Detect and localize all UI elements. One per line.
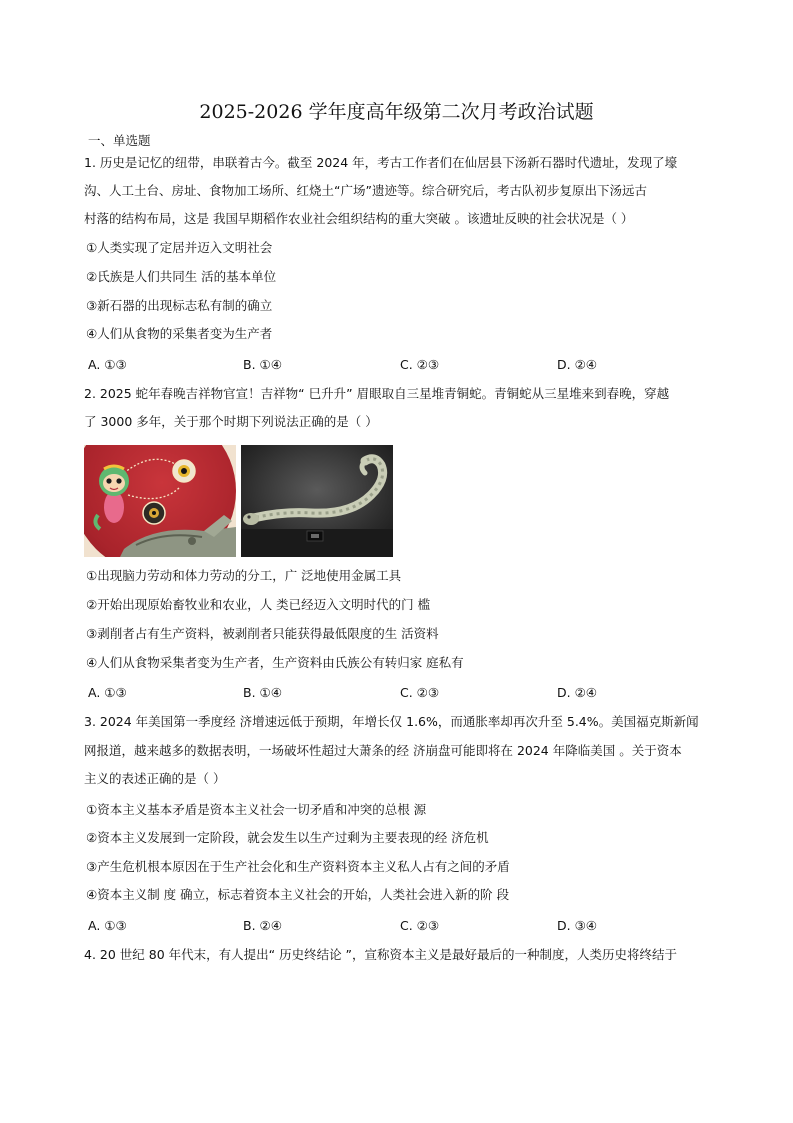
question-text-line: 网报道，越来越多的数据表明，一场破坏性超过大萧条的经 济崩盘可能即将在 2024 年降临美国 。关于资本 <box>84 743 682 758</box>
statement: ③新石器的出现标志私有制的确立 <box>86 298 273 313</box>
option-d[interactable]: D. ②④ <box>557 685 597 700</box>
option-a[interactable]: A. ①③ <box>88 357 127 372</box>
snake-mascot-image <box>84 445 236 557</box>
statement: ③剥削者占有生产资料，被剥削者只能获得最低限度的生 活资料 <box>86 626 439 641</box>
option-d[interactable]: D. ③④ <box>557 918 597 933</box>
statement: ②开始出现原始畜牧业和农业，人 类已经迈入文明时代的门 槛 <box>86 597 431 612</box>
statement: ②资本主义发展到一定阶段，就会发生以生产过剩为主要表现的经 济危机 <box>86 830 489 845</box>
statement: ④人们从食物的采集者变为生产者 <box>86 326 273 341</box>
statement: ④人们从食物采集者变为生产者，生产资料由氏族公有转归家 庭私有 <box>86 655 464 670</box>
statement: ①人类实现了定居并迈入文明社会 <box>86 240 273 255</box>
page-title: 2025-2026 学年度高年级第二次月考政治试题 <box>199 101 594 123</box>
option-b[interactable]: B. ①④ <box>243 357 282 372</box>
question-text-line: 主义的表述正确的是（ ） <box>84 771 226 786</box>
statement: ②氏族是人们共同生 活的基本单位 <box>86 269 277 284</box>
question-text-line: 村落的结构布局，这是 我国早期稻作农业社会组织结构的重大突破 。该遗址反映的社会状况是（ ） <box>84 211 634 226</box>
option-c[interactable]: C. ②③ <box>400 357 440 372</box>
question-text-line: 3. 2024 年美国第一季度经 济增速远低于预期，年增长仅 1.6%，而通胀率却再次升至 5.4%。美国福克斯新闻 <box>84 714 699 729</box>
option-a[interactable]: A. ①③ <box>88 918 127 933</box>
option-c[interactable]: C. ②③ <box>400 685 440 700</box>
statement: ③产生危机根本原因在于生产社会化和生产资料资本主义私人占有之间的矛盾 <box>86 859 510 874</box>
option-b[interactable]: B. ②④ <box>243 918 282 933</box>
section-heading: 一、单选题 <box>88 133 151 148</box>
question-text-line: 1. 历史是记忆的纽带，串联着古今。截至 2024 年，考古工作者们在仙居县下汤新石器时代遗址，发现了壕 <box>84 155 678 170</box>
question-text-line: 4. 20 世纪 80 年代末，有人提出“ 历史终结论 ”，宣称资本主义是最好最后的一种制度，人类历史将终结于 <box>84 947 678 962</box>
statement: ④资本主义制 度 确立，标志着资本主义社会的开始，人类社会进入新的阶 段 <box>86 887 510 902</box>
question-text-line: 了 3000 多年，关于那个时期下列说法正确的是（ ） <box>84 414 378 429</box>
option-a[interactable]: A. ①③ <box>88 685 127 700</box>
option-b[interactable]: B. ①④ <box>243 685 282 700</box>
statement: ①出现脑力劳动和体力劳动的分工，广 泛地使用金属工具 <box>86 568 402 583</box>
question-text-line: 2. 2025 蛇年春晚吉祥物官宣！吉祥物“ 巳升升” 眉眼取自三星堆青铜蛇。青铜蛇从三星堆来到春晚，穿越 <box>84 386 670 401</box>
option-d[interactable]: D. ②④ <box>557 357 597 372</box>
statement: ①资本主义基本矛盾是资本主义社会一切矛盾和冲突的总根 源 <box>86 802 427 817</box>
option-c[interactable]: C. ②③ <box>400 918 440 933</box>
question-text-line: 沟、人工土台、房址、食物加工场所、红烧土“广场”遗迹等。综合研究后，考古队初步复原出下汤远古 <box>84 183 647 198</box>
bronze-snake-image <box>241 445 393 557</box>
